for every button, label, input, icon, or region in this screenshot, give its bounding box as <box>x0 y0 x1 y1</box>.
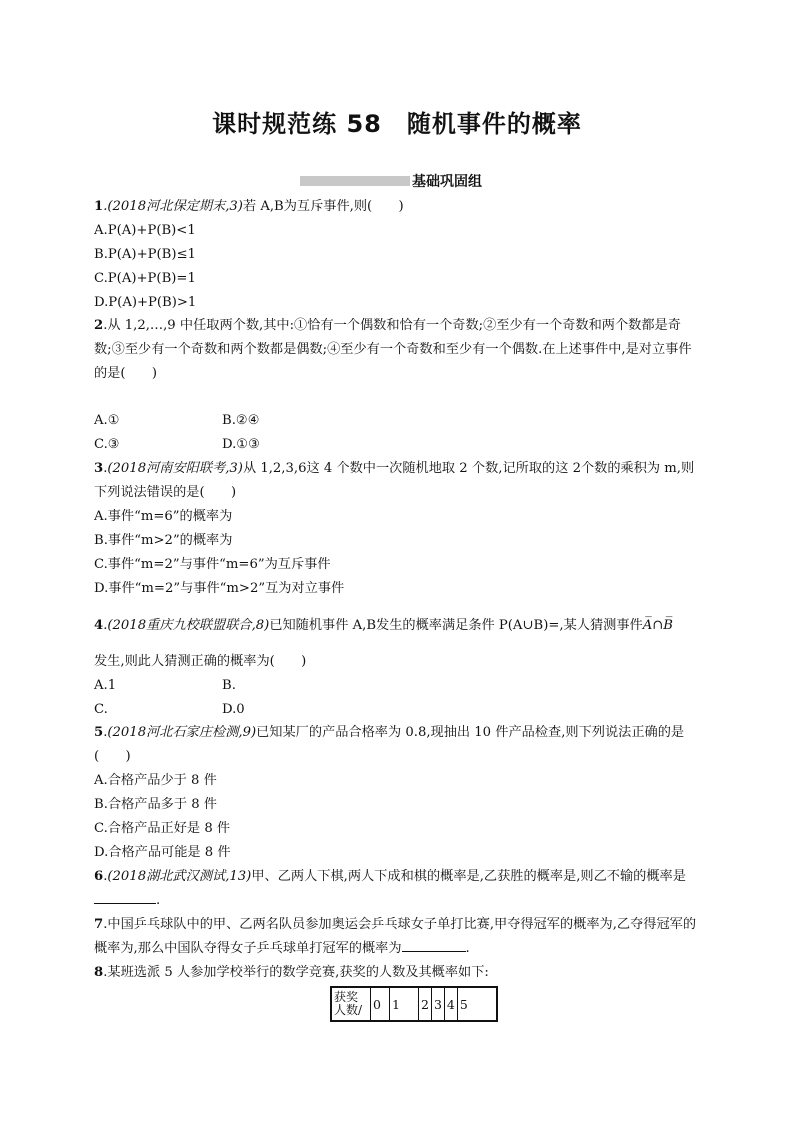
q3-stem: 从 1,2,3,6这 4 个数中一次随机地取 2 个数,记所取的这 2个数的乘积为 m,则下列说法错误的是( ) <box>94 461 695 500</box>
q7-period: . <box>465 941 470 956</box>
q1-stem: 若 A,B为互斥事件,则( ) <box>242 199 404 214</box>
q8-number: 8 <box>94 965 104 980</box>
q5-option-d: D.合格产品可能是 8 件 <box>94 845 231 860</box>
question-7 <box>94 913 704 961</box>
table-header-cell: 获奖人数/ <box>331 987 371 1021</box>
q7-answer-blank[interactable] <box>402 937 466 952</box>
question-2 <box>94 314 704 386</box>
q2-option-a: A.① <box>94 413 120 428</box>
question-8 <box>94 961 489 985</box>
q5-stem: 已知某厂的产品合格率为 0.8,现抽出 10 件产品检查,则下列说法正确的是( ) <box>94 725 685 764</box>
page-title: 课时规范练 58 随机事件的概率 <box>212 110 582 138</box>
q4-number: 4 <box>94 618 104 633</box>
q3-source: .(2018河南安阳联考,3) <box>103 461 243 476</box>
question-5 <box>94 721 704 769</box>
q6-period: . <box>156 893 161 908</box>
q6-number: 6 <box>94 869 104 884</box>
q5-option-b: B.合格产品多于 8 件 <box>94 797 217 812</box>
q4-stem: 已知随机事件 A,B发生的概率满足条件 P(A∪B)=,某人猜测事件 <box>269 618 643 633</box>
question-3 <box>94 457 704 505</box>
q7-stem: .中国乒乓球队中的甲、乙两名队员参加奥运会乒乓球女子单打比赛,甲夺得冠军的概率为,乙夺得冠军的概率为,那么中国队夺得女子乒乓球单打冠军的概率为 <box>94 917 697 956</box>
table-row <box>331 987 497 1021</box>
q1-source: .(2018河北保定期末,3) <box>103 199 243 214</box>
table-cell: 0 <box>371 987 390 1021</box>
q1-option-b: B.P(A)+P(B)≤1 <box>94 247 196 262</box>
q5-number: 5 <box>94 725 104 740</box>
table-cell: 3 <box>431 987 444 1021</box>
q2-stem: .从 1,2,…,9 中任取两个数,其中:①恰有一个偶数和恰有一个奇数;②至少有一个奇数和两个数都是奇数;③至少有一个奇数和两个数都是偶数;④至少有一个奇数和至少有一个偶数.在上述事件中,是对立事件的是( ) <box>94 318 692 381</box>
table-cell: 2 <box>419 987 432 1021</box>
q4-option-b: B. <box>222 678 236 693</box>
q2-option-d: D.①③ <box>222 437 260 452</box>
table-cell: 1 <box>390 987 419 1021</box>
q3-option-a: A.事件“m=6”的概率为 <box>94 509 233 524</box>
q2-option-b: B.②④ <box>222 413 260 428</box>
q6-source: .(2018湖北武汉测试,13) <box>103 869 252 884</box>
q3-option-d: D.事件“m=2”与事件“m>2”互为对立事件 <box>94 581 345 596</box>
q5-source: .(2018河北石家庄检测,9) <box>103 725 257 740</box>
q4-option-c: C. <box>94 702 108 717</box>
section-label: 基础巩固组 <box>412 174 482 190</box>
table-cell: 5 <box>457 987 497 1021</box>
q2-number: 2 <box>94 318 104 333</box>
q4-event: A̅∩B̅ <box>642 618 673 633</box>
q6-answer-blank[interactable] <box>94 889 156 904</box>
question-1 <box>94 195 404 219</box>
q7-number: 7 <box>94 917 104 932</box>
q1-number: 1 <box>94 199 104 214</box>
q8-stem: .某班选派 5 人参加学校举行的数学竞赛,获奖的人数及其概率如下: <box>103 965 489 980</box>
q3-option-b: B.事件“m>2”的概率为 <box>94 533 233 548</box>
q5-option-a: A.合格产品少于 8 件 <box>94 773 217 788</box>
q4-option-a: A.1 <box>94 678 117 693</box>
q4-source: .(2018重庆九校联盟联合,8) <box>103 618 270 633</box>
q4-stem-continued: 发生,则此人猜测正确的概率为( ) <box>94 654 307 669</box>
table-cell: 4 <box>444 987 457 1021</box>
question-6 <box>94 865 704 913</box>
q5-option-c: C.合格产品正好是 8 件 <box>94 821 231 836</box>
q3-option-c: C.事件“m=2”与事件“m=6”为互斥事件 <box>94 557 331 572</box>
question-4 <box>94 614 673 638</box>
q4-option-d: D.0 <box>222 702 245 717</box>
q2-option-c: C.③ <box>94 437 120 452</box>
q1-option-d: D.P(A)+P(B)>1 <box>94 295 197 310</box>
award-probability-table <box>330 986 498 1022</box>
q6-stem: 甲、乙两人下棋,两人下成和棋的概率是,乙获胜的概率是,则乙不输的概率是 <box>251 869 686 884</box>
q3-number: 3 <box>94 461 104 476</box>
q1-option-a: A.P(A)+P(B)<1 <box>94 223 196 238</box>
q1-option-c: C.P(A)+P(B)=1 <box>94 271 196 286</box>
section-bar <box>300 176 410 186</box>
